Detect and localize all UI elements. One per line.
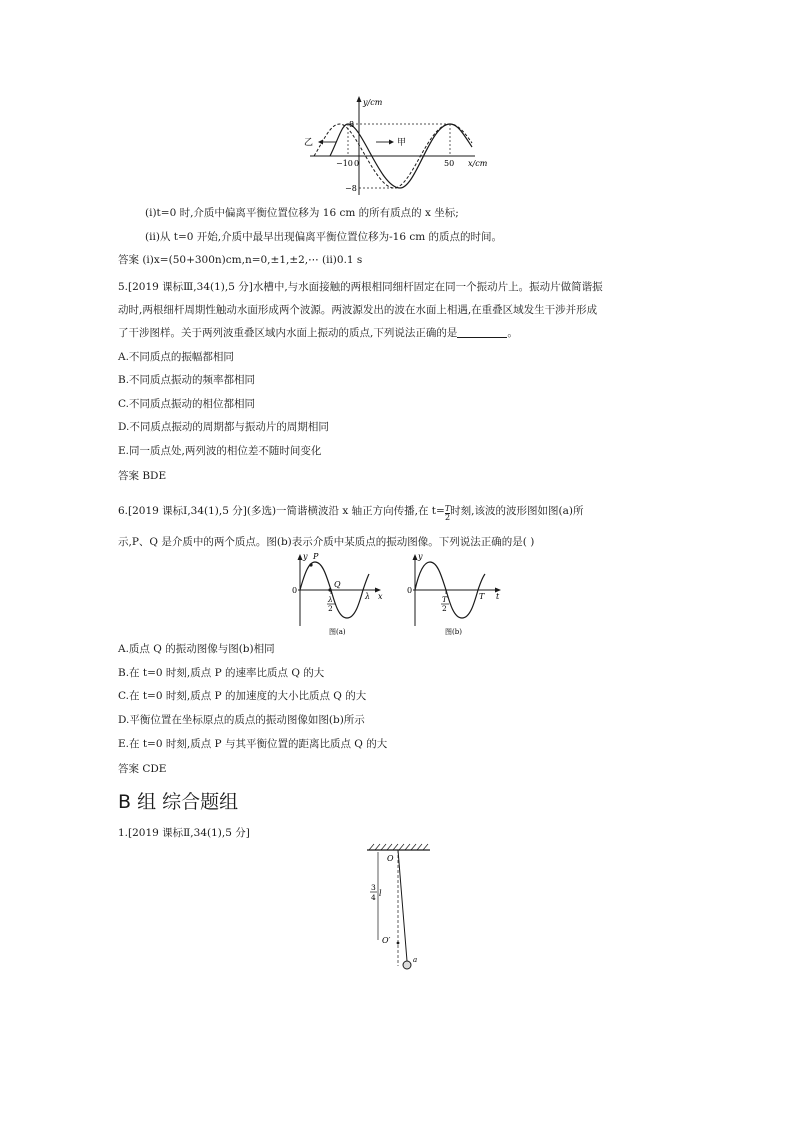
fig-b-t-label: t [496, 592, 500, 601]
fig-b-caption: 图(b) [445, 628, 462, 636]
fig-b-origin: 0 [407, 586, 413, 595]
tick-50: 50 [444, 159, 455, 168]
fig-b-y-label: y [418, 552, 423, 561]
prev-part2: (ⅱ)从 t=0 开始,介质中最早出现偏离平衡位置位移为-16 cm 的质点的时间。 [145, 231, 503, 243]
prev-part1: (ⅰ)t=0 时,介质中偏离平衡位置位移为 16 cm 的所有质点的 x 坐标; [145, 207, 459, 219]
q6-line2: 示,P、Q 是介质中的两个质点。图(b)表示介质中某质点的振动图像。下列说法正确的是( ) [118, 536, 535, 548]
q6-answer: 答案 CDE [118, 763, 167, 775]
q5-line1: 5.[2019 课标Ⅲ,34(1),5 分]水槽中,与水面接触的两根相同细杆固定在同一个振动片上。振动片做简谐振 [118, 281, 603, 293]
fig-a-y-label: y [303, 552, 308, 561]
fig-b-y-arrow [413, 554, 418, 560]
point-p [309, 563, 312, 566]
arrow-yi-head [318, 140, 323, 145]
fig-a-origin: 0 [292, 586, 298, 595]
q5-answer: 答案 BDE [118, 470, 167, 482]
q5-option-e: E.同一质点处,两列波的相位差不随时间变化 [118, 445, 322, 457]
label-o: O [387, 854, 394, 863]
arrow-jia-head [389, 140, 394, 145]
q5-line3 [118, 326, 518, 340]
x-axis-label: x/cm [468, 159, 488, 168]
q6-option-b: B.在 t=0 时刻,质点 P 的速率比质点 Q 的大 [118, 667, 325, 679]
fig-a-half-lambda-num: λ [328, 595, 333, 604]
label-l: l [379, 889, 382, 898]
label-yi: 乙 [304, 138, 314, 148]
label-a: a [413, 956, 418, 964]
q5-line3-end: 。 [507, 327, 518, 339]
q6-option-c: C.在 t=0 时刻,质点 P 的加速度的大小比质点 Q 的大 [118, 690, 367, 702]
q6-line1-end: 时刻,该波的波形图如图(a)所 [450, 505, 584, 517]
fig-a-lambda: λ [365, 592, 371, 601]
fig-a-caption: 图(a) [329, 628, 346, 636]
fig-a-q-label: Q [334, 580, 341, 589]
q5-answer-blank [457, 327, 507, 338]
fig-a-half-lambda-den: 2 [328, 604, 333, 613]
tick-8: 8 [349, 120, 355, 129]
fig-a-y-arrow [298, 554, 303, 560]
label-jia: 甲 [397, 138, 407, 148]
figure-b [400, 548, 505, 638]
nail-o-prime [397, 942, 400, 945]
fig-b-half-t-num: T [442, 595, 448, 604]
tick-neg8: −8 [345, 184, 357, 193]
tick-neg10: −10 [336, 159, 353, 168]
fig-a-p-label: P [313, 552, 319, 561]
wave-figure [300, 95, 500, 200]
q6-option-a: A.质点 Q 的振动图像与图(b)相同 [118, 643, 275, 655]
fig-a-x-label: x [378, 592, 383, 601]
fig-b-t-period: T [479, 592, 485, 601]
prev-answer: 答案 (ⅰ)x=(50+300n)cm,n=0,±1,±2,⋯ (ⅱ)0.1 s [118, 254, 363, 266]
q6-option-d: D.平衡位置在坐标原点的质点的振动图像如图(b)所示 [118, 714, 365, 726]
q6-option-e: E.在 t=0 时刻,质点 P 与其平衡位置的距离比质点 Q 的大 [118, 738, 388, 750]
pendulum-bob [403, 961, 411, 969]
fig-b-half-t-den: 2 [442, 604, 447, 613]
q6-frac-num: T [444, 504, 451, 513]
label-frac-num: 3 [371, 883, 376, 892]
q5-option-d: D.不同质点振动的周期都与振动片的周期相同 [118, 421, 329, 433]
q6-frac-den: 2 [444, 513, 451, 522]
y-axis-arrow [357, 96, 362, 102]
b1-header: 1.[2019 课标Ⅱ,34(1),5 分] [118, 827, 250, 839]
q5-option-a: A.不同质点的振幅都相同 [118, 351, 234, 363]
q6-line1-text: 6.[2019 课标Ⅰ,34(1),5 分](多选)一简谐横波沿 x 轴正方向传播,在 t= [118, 505, 445, 517]
pendulum-figure [362, 840, 437, 975]
pendulum-string [398, 850, 407, 961]
q5-line2: 动时,两根细杆周期性触动水面形成两个波源。两波源发出的波在水面上相遇,在重叠区域发生干涉并形成 [118, 304, 598, 316]
tick-0: 0 [354, 159, 360, 168]
q5-option-c: C.不同质点振动的相位都相同 [118, 398, 255, 410]
q5-line3-text: 了干涉图样。关于两列波重叠区域内水面上振动的质点,下列说法正确的是 [118, 327, 458, 339]
section-b-title: B 组 综合题组 [118, 791, 239, 813]
figure-a [285, 548, 385, 638]
y-axis-label: y/cm [363, 98, 383, 107]
ceiling-hatch [369, 844, 428, 850]
label-frac-den: 4 [371, 893, 376, 902]
q6-line1 [118, 504, 583, 522]
q5-option-b: B.不同质点振动的频率都相同 [118, 374, 256, 386]
label-o-prime: O′ [382, 936, 391, 945]
